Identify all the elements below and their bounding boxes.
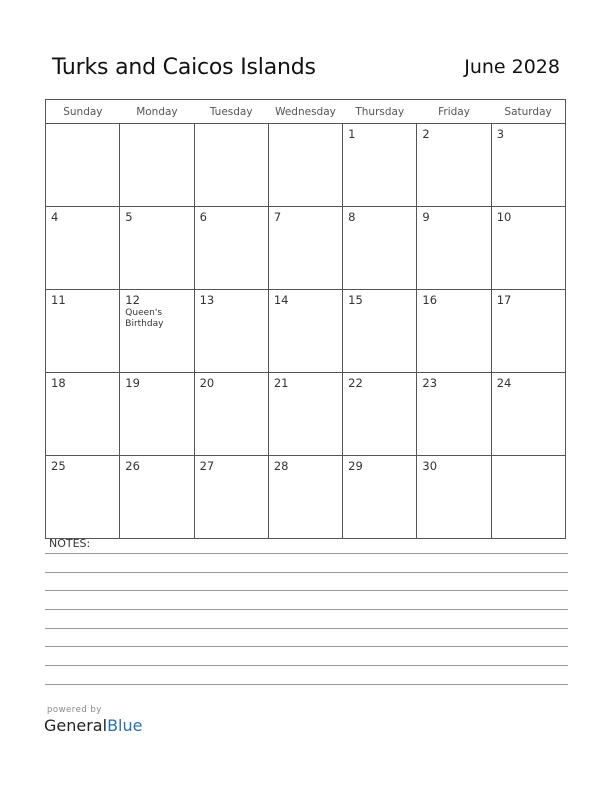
calendar-grid [45,99,566,539]
logo-blue: Blue [107,716,143,735]
day-cell [343,373,417,456]
day-number: 6 [199,210,207,224]
day-cell [46,207,120,290]
note-line [45,628,568,629]
day-cell [343,207,417,290]
day-number: 25 [51,459,66,473]
notes-label: NOTES: [49,537,91,550]
calendar-title: Turks and Caicos Islands [52,55,316,80]
day-cell [343,290,417,373]
weekday-friday: Friday [417,100,491,124]
logo-general: General [44,716,108,735]
day-cell [46,290,120,373]
day-cell [120,456,194,539]
day-cell [46,456,120,539]
day-cell [417,207,491,290]
day-number: 3 [496,127,505,141]
day-number: 17 [496,293,512,307]
day-cell [46,124,120,207]
week-row-1 [46,124,566,207]
day-cell [268,124,342,207]
day-cell [491,124,565,207]
day-cell [120,373,194,456]
day-number: 8 [348,210,356,224]
day-cell [491,373,565,456]
day-cell [194,373,268,456]
day-number: 4 [51,210,59,224]
day-cell [194,207,268,290]
day-number: 24 [496,376,512,390]
day-number: 20 [199,376,215,390]
weekday-thursday: Thursday [343,100,417,124]
day-number: 1 [348,127,356,141]
day-cell [194,290,268,373]
day-number: 29 [348,459,363,473]
weekday-header-row [46,100,566,124]
day-number: 15 [348,293,363,307]
day-cell [268,207,342,290]
day-number: 14 [273,293,289,307]
day-cell [120,290,194,373]
note-line [45,646,568,647]
day-cell [120,124,194,207]
note-line [45,590,568,591]
day-cell [417,124,491,207]
day-number: 21 [273,376,289,390]
day-number: 27 [199,459,215,473]
note-line [45,684,568,685]
note-line [45,572,568,573]
day-number: 18 [51,376,66,390]
day-number: 9 [422,210,430,224]
day-number: 2 [422,127,430,141]
note-line [45,609,568,610]
week-row-3 [46,290,566,373]
day-number: 22 [348,376,363,390]
day-cell [194,456,268,539]
day-cell [194,124,268,207]
weekday-wednesday: Wednesday [268,100,342,124]
generalblue-logo[interactable] [44,716,142,735]
day-cell [268,373,342,456]
day-number: 12 [125,293,140,307]
weekday-monday: Monday [120,100,194,124]
day-cell [120,207,194,290]
day-cell [46,373,120,456]
day-number: 23 [422,376,438,390]
day-cell [268,290,342,373]
weekday-tuesday: Tuesday [194,100,268,124]
powered-by-text: powered by [47,705,102,715]
day-number: 26 [125,459,140,473]
day-number: 7 [273,210,282,224]
week-row-4 [46,373,566,456]
day-number: 16 [422,293,438,307]
day-cell [417,456,491,539]
day-cell [343,124,417,207]
week-row-5 [46,456,566,539]
day-cell [491,456,565,539]
day-number: 19 [125,376,140,390]
day-cell [417,290,491,373]
day-cell [268,456,342,539]
note-line [45,665,568,666]
day-cell [343,456,417,539]
day-number: 30 [422,459,438,473]
week-row-2 [46,207,566,290]
day-cell [491,207,565,290]
day-number: 11 [51,293,66,307]
day-number: 10 [496,210,512,224]
holiday-label: Queen's Birthday [125,308,164,329]
day-number: 5 [125,210,133,224]
day-cell [491,290,565,373]
note-line [45,553,568,554]
calendar-month: June 2028 [464,56,560,78]
weekday-sunday: Sunday [46,100,120,124]
day-cell [417,373,491,456]
day-number: 13 [199,293,215,307]
day-number: 28 [273,459,289,473]
weekday-saturday: Saturday [491,100,565,124]
